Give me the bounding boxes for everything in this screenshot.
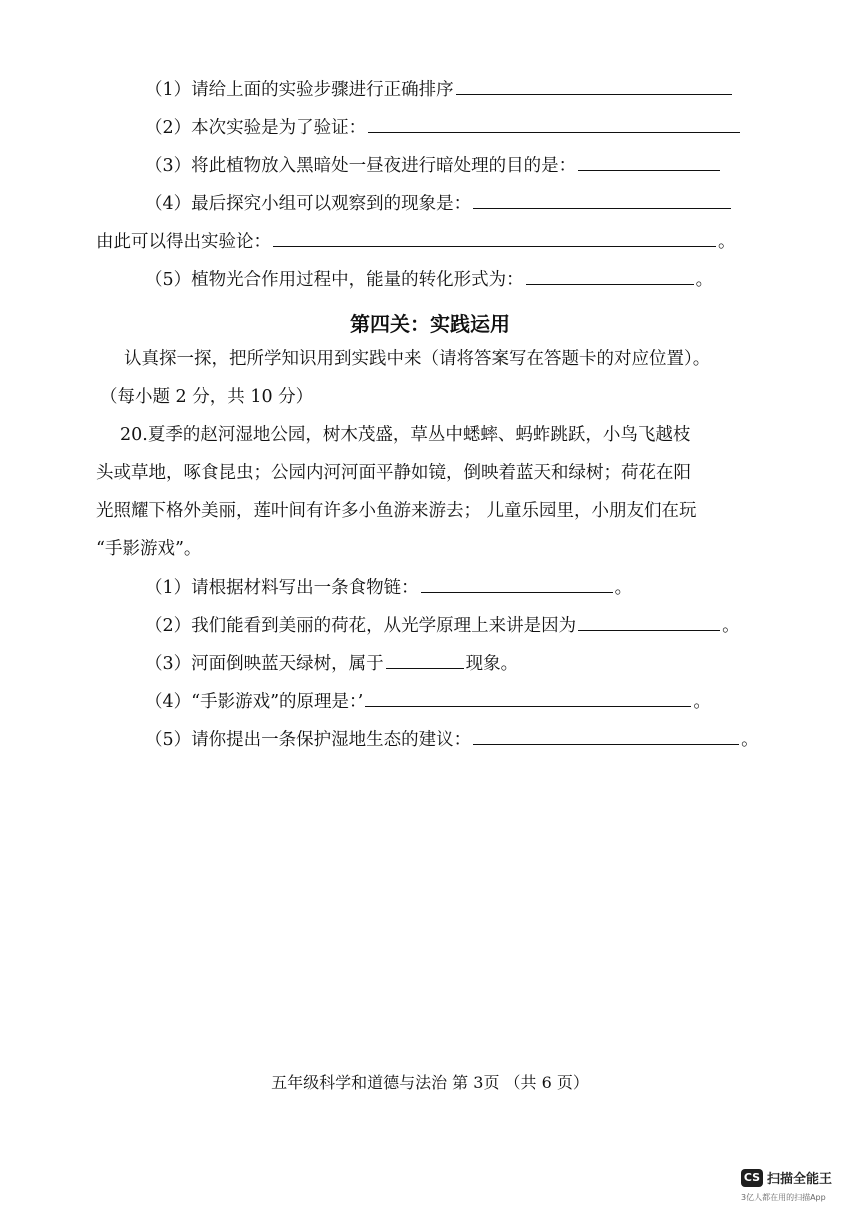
q20-sub1-blank[interactable]: [421, 576, 613, 593]
q4-answer-blank[interactable]: [473, 192, 731, 209]
q20-sub5-text: （5）请你提出一条保护湿地生态的建议：: [145, 730, 472, 750]
q4b-answer-blank[interactable]: [273, 230, 716, 247]
camscanner-name: 扫描全能王: [767, 1172, 833, 1187]
q2-text: （2）本次实验是为了验证：: [145, 118, 367, 138]
q20-sub4-text: （4）“手影游戏”的原理是：’: [145, 692, 364, 712]
q20-sub4: [145, 690, 711, 713]
q20-sub1-period: 。: [614, 578, 633, 598]
q20-sub1-text: （1）请根据材料写出一条食物链：: [145, 578, 419, 598]
q4-text: （4）最后探究小组可以观察到的现象是：: [145, 194, 472, 214]
part3-q1: [145, 78, 734, 101]
camscanner-logo: [741, 1168, 832, 1187]
q20-sub4-period: 。: [693, 692, 711, 712]
camscanner-tagline: 3亿人都在用的扫描App: [741, 1193, 826, 1202]
q20-sub3-suffix: 现象。: [465, 654, 519, 674]
section-intro-line1: 认真探一探，把所学知识用到实践中来（请将答案写在答题卡的对应位置）。: [124, 349, 711, 369]
q4b-text: 由此可以得出实验论：: [96, 232, 271, 252]
q20-sub2: [145, 614, 740, 637]
q20-passage-line2: 头或草地，啄食昆虫；公园内河河面平静如镜，倒映着蓝天和绿树；荷花在阳: [96, 463, 691, 483]
q20-sub2-period: 。: [722, 616, 740, 636]
q20-sub3-blank[interactable]: [386, 652, 464, 669]
q5-answer-blank[interactable]: [526, 268, 694, 285]
section-title: 第四关：实践运用: [350, 312, 510, 336]
q20-passage-line4: “手影游戏”。: [96, 539, 202, 559]
q20-sub4-blank[interactable]: [365, 690, 691, 707]
part3-q4-conclusion: [96, 230, 736, 253]
q3-answer-blank[interactable]: [578, 154, 720, 171]
q2-answer-blank[interactable]: [368, 116, 740, 133]
q20-sub3-text: （3）河面倒映蓝天绿树，属于: [145, 654, 384, 674]
q20-sub3: [145, 652, 518, 675]
q20-sub5: [145, 728, 759, 751]
q1-text: （1）请给上面的实验步骤进行正确排序: [145, 80, 454, 100]
q3-text: （3）将此植物放入黑暗处一昼夜进行暗处理的目的是：: [145, 156, 577, 176]
part3-q4: [145, 192, 733, 215]
camscanner-badge-icon: CS: [741, 1169, 763, 1187]
part3-q2: [145, 116, 742, 139]
q20-sub1: [145, 576, 632, 599]
q20-sub5-blank[interactable]: [473, 728, 739, 745]
q4b-period: 。: [718, 232, 736, 252]
part3-q3: [145, 154, 722, 177]
q5-text: （5）植物光合作用过程中，能量的转化形式为：: [145, 270, 524, 290]
q20-sub2-blank[interactable]: [578, 614, 720, 631]
q5-period: 。: [695, 270, 714, 290]
page-footer: 五年级科学和道德与法治 第 3页 （共 6 页）: [271, 1073, 589, 1092]
q20-passage-line1: 20.夏季的赵河湿地公园，树木茂盛，草丛中蟋蟀、蚂蚱跳跃，小鸟飞越枝: [120, 425, 691, 445]
q20-passage-line3: 光照耀下格外美丽，莲叶间有许多小鱼游来游去； 儿童乐园里，小朋友们在玩: [96, 501, 697, 521]
part3-q5: [145, 268, 713, 291]
section-intro-line2: （每小题 2 分，共 10 分）: [100, 387, 314, 407]
q20-sub5-period: 。: [741, 730, 759, 750]
q20-sub2-text: （2）我们能看到美丽的荷花，从光学原理上来讲是因为: [145, 616, 577, 636]
q1-answer-blank[interactable]: [456, 78, 732, 95]
